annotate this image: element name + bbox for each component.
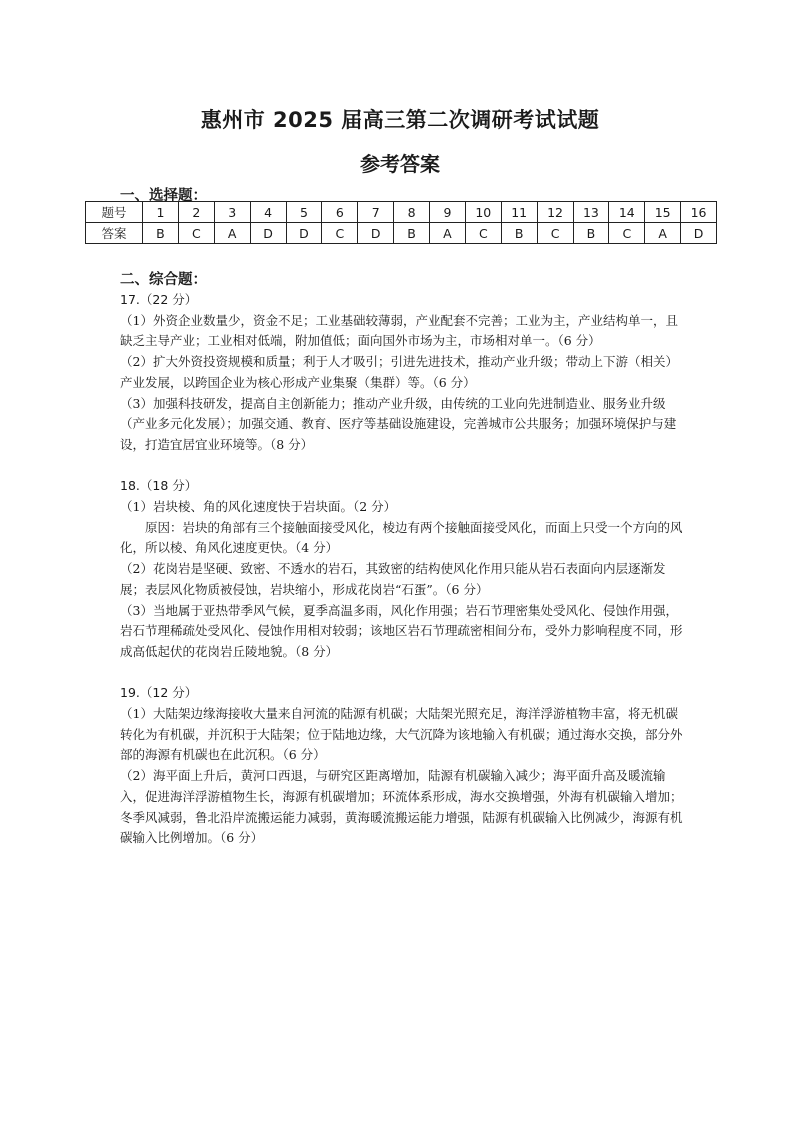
- answer-cell: A: [430, 223, 466, 244]
- question-number-cell: 16: [681, 202, 717, 223]
- page-subtitle: 参考答案: [360, 152, 440, 176]
- question-number-cell: 6: [322, 202, 358, 223]
- answer-cell: A: [645, 223, 681, 244]
- answer-cell: C: [322, 223, 358, 244]
- answer-cell: B: [573, 223, 609, 244]
- question-17-part-2: （2）扩大外资投资规模和质量；利于人才吸引；引进先进技术，推动产业升级；带动上下游（相关）产业发展，以跨国企业为核心形成产业集聚（集群）等。（6 分）: [120, 354, 678, 390]
- section-comprehensive-heading: 二、综合题：: [120, 272, 207, 288]
- section-multiple-choice-heading: 一、选择题：: [120, 188, 207, 204]
- answer-cell: D: [681, 223, 717, 244]
- question-18-heading: 18.（18 分）: [120, 478, 198, 494]
- question-number-cell: 12: [537, 202, 573, 223]
- question-number-cell: 2: [178, 202, 214, 223]
- question-number-cell: 11: [501, 202, 537, 223]
- question-number-cell: 10: [465, 202, 501, 223]
- answer-cell: C: [178, 223, 214, 244]
- question-number-cell: 8: [394, 202, 430, 223]
- answer-cell: B: [143, 223, 179, 244]
- question-18-part-1: （1）岩块棱、角的风化速度快于岩块面。（2 分）: [120, 499, 397, 515]
- question-number-cell: 13: [573, 202, 609, 223]
- answer-cell: D: [250, 223, 286, 244]
- row-label-answer: 答案: [86, 223, 143, 244]
- answers-content: [120, 290, 688, 849]
- question-number-row: [86, 202, 717, 223]
- question-number-cell: 3: [214, 202, 250, 223]
- question-number-cell: 9: [430, 202, 466, 223]
- answer-cell: C: [537, 223, 573, 244]
- answer-row: [86, 223, 717, 244]
- question-number-cell: 15: [645, 202, 681, 223]
- answer-table: [85, 201, 717, 244]
- question-number-cell: 4: [250, 202, 286, 223]
- question-number-cell: 1: [143, 202, 179, 223]
- answer-cell: B: [394, 223, 430, 244]
- question-18-part-3: （3）当地属于亚热带季风气候，夏季高温多雨，风化作用强；岩石节理密集处受风化、侵蚀作用强，岩石节理稀疏处受风化、侵蚀作用相对较弱；该地区岩石节理疏密相间分布，受外力影响程度不同，形成高低起伏的花岗岩丘陵地貌。（8 分）: [120, 602, 683, 659]
- page-title: 惠州市 2025 届高三第二次调研考试试题: [200, 108, 600, 132]
- question-17-part-3: （3）加强科技研发，提高自主创新能力；推动产业升级，由传统的工业向先进制造业、服务业升级（产业多元化发展）；加强交通、教育、医疗等基础设施建设，完善城市公共服务；加强环境保护与建设，打造宜居宜业环境等。（8 分）: [120, 395, 677, 452]
- question-number-cell: 7: [358, 202, 394, 223]
- question-17-heading: 17.（22 分）: [120, 292, 198, 307]
- question-number-cell: 14: [609, 202, 645, 223]
- question-19-part-1: （1）大陆架边缘海接收大量来自河流的陆源有机碳；大陆架光照充足，海洋浮游植物丰富，将无机碳转化为有机碳，并沉积于大陆架；位于陆地边缘，大气沉降为该地输入有机碳；通过海水交换，部分外部的海源有机碳也在此沉积。（6 分）: [120, 706, 683, 763]
- answer-cell: D: [286, 223, 322, 244]
- answer-cell: C: [465, 223, 501, 244]
- question-number-cell: 5: [286, 202, 322, 223]
- answer-cell: D: [358, 223, 394, 244]
- answer-cell: A: [214, 223, 250, 244]
- answer-cell: C: [609, 223, 645, 244]
- question-19-part-2: （2）海平面上升后，黄河口西退，与研究区距离增加，陆源有机碳输入减少；海平面升高及暖流输入，促进海洋浮游植物生长，海源有机碳增加；环流体系形成，海水交换增强，外海有机碳输入增加；冬季风减弱，鲁北沿岸流搬运能力减弱，黄海暖流搬运能力增强，陆源有机碳输入比例减少，海源有机碳输入比例增加。（6 分）: [120, 768, 683, 846]
- question-18-reason: 原因：岩块的角部有三个接触面接受风化，棱边有两个接触面接受风化，而面上只受一个方向的风化，所以棱、角风化速度更快。（4 分）: [120, 519, 683, 556]
- question-17-part-1: （1）外资企业数量少，资金不足；工业基础较薄弱，产业配套不完善；工业为主，产业结构单一，且缺乏主导产业；工业相对低端，附加值低；面向国外市场为主，市场相对单一。（6 分）: [120, 312, 678, 349]
- answer-cell: B: [501, 223, 537, 244]
- question-19-heading: 19.（12 分）: [120, 685, 198, 701]
- row-label-number: 题号: [86, 202, 143, 223]
- question-18-part-2: （2）花岗岩是坚硬、致密、不透水的岩石，其致密的结构使风化作用只能从岩石表面向内层逐渐发展；表层风化物质被侵蚀，岩块缩小，形成花岗岩“石蛋”。（6 分）: [120, 561, 666, 597]
